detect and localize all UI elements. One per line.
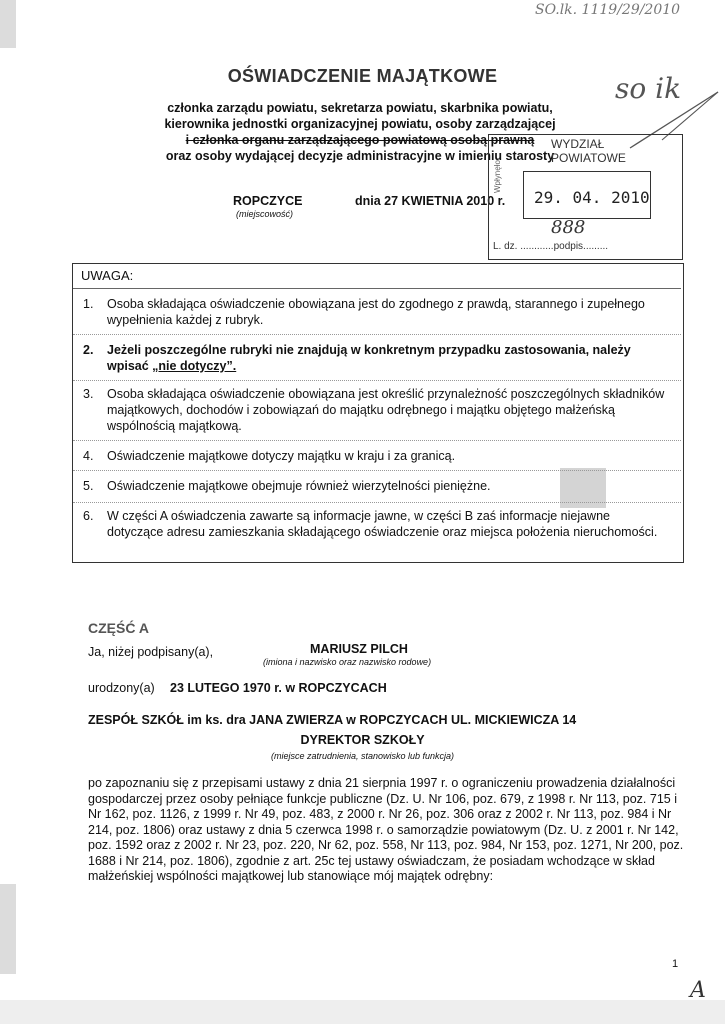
instruction-item-4: 4. Oświadczenie majątkowe dotyczy majątku w kraju i za granicą. [83,449,456,463]
handwritten-reference: SO.lk. 1119/29/2010 [535,2,681,18]
stamp-date-box [523,171,651,219]
nie-dotyczy-emphasis: „nie dotyczy”. [152,359,237,373]
stamp-ldz-line: L. dz. ............podpis......... [493,241,609,252]
handwritten-initials: so ik [615,72,682,105]
intro-text: Ja, niżej podpisany(a), [88,645,214,659]
page-number: 1 [672,958,679,970]
instruction-item-6: 6. W części A oświadczenia zawarte są informacje jawne, w części B zaś informacje niejawne dotyczące adresu zamieszkania składającego oświadczenie oraz miejsca położenia nieruchomości. [83,509,658,539]
name-caption: (imiona i nazwisko oraz nazwisko rodowe) [263,657,432,667]
declarant-name: MARIUSZ PILCH [310,642,408,656]
stamp-subheader: Wpłynęło [493,160,502,193]
part-a-heading: CZĘŚĆ A [88,620,149,636]
handwritten-signature-mark: A [690,978,706,1003]
workplace-line-1: ZESPÓŁ SZKÓŁ im ks. dra JANA ZWIERZA w ROPCZYCACH UL. MICKIEWICZA 14 [88,713,577,727]
instruction-item-3: 3. Osoba składająca oświadczenie obowiązana jest określić przynależność poszczególnych składników majątkowych, dochodów i zobowiązań do majątku odrębnego i majątku objętego małżeńską wspólnością majątkową. [83,387,665,433]
workplace-caption: (miejsce zatrudnienia, stanowisko lub funkcja) [270,751,455,761]
stamp-date: 29. 04. 2010 [534,188,650,207]
stamp-number: 888 [551,217,586,238]
born-label: urodzony(a) [88,681,155,695]
bottom-gray-strip [0,1000,725,1024]
subtitle-line-3: i członka organu zarządzającego powiatową osobą prawną [185,133,535,147]
legal-paragraph: po zapoznaniu się z przepisami ustawy z dnia 21 sierpnia 1997 r. o ograniczeniu prowadzenia działalności gospodarczej przez osoby pełniące funkcje publiczne (Dz. U. Nr 106, poz. 679, z 1998 r. Nr 113, poz. 715 i Nr 162, poz. 1126, z 1999 r. Nr 49, poz. 483, z 2000 r. Nr 26, poz. 306 oraz z 2002 r. Nr 113, poz. 984 i Nr 214, poz. 1806) oraz ustawy z dnia 5 czerwca 1998 r. o samorządzie powiatowym (Dz. U. z 2001 r. Nr 142, poz. 1592 oraz z 2002 r. Nr 23, poz. 220, Nr 62, poz. 558, Nr 113, poz. 984, Nr 153, poz. 1271, Nr 200, poz. 1688 i Nr 214, poz. 1806), zgodnie z art. 25c tej ustawy oświadczam, że posiadam wchodzące w skład małżeńskiej wspólności majątkowej lub stanowiące mój majątek odrębny: [88,776,684,883]
place-value: ROPCZYCE [233,194,303,208]
place-caption: (miejscowość) [236,209,294,219]
scan-margin-top [0,0,16,48]
separator [73,380,681,381]
separator [73,288,681,289]
registration-stamp [488,134,683,260]
separator [73,502,681,503]
date-value: dnia 27 KWIETNIA 2010 r. [355,194,506,208]
stamp-header: WYDZIAŁ POWIATOWE [551,137,626,165]
instruction-item-5: 5. Oświadczenie majątkowe obejmuje również wierzytelności pieniężne. [83,479,491,493]
workplace-line-2: DYREKTOR SZKOŁY [300,733,425,747]
instructions-title: UWAGA: [81,268,134,283]
separator [73,440,681,441]
page-title: OŚWIADCZENIE MAJĄTKOWE [227,66,498,86]
born-value: 23 LUTEGO 1970 r. w ROPCZYCACH [170,681,387,695]
instruction-item-2: 2. Jeżeli poszczególne rubryki nie znajdują w konkretnym przypadku zastosowania, należy wpisać „nie dotyczy”. [83,343,631,373]
instruction-item-1: 1. Osoba składająca oświadczenie obowiązana jest do zgodnego z prawdą, starannego i zupełnego wypełnienia każdej z rubryk. [83,297,645,327]
separator [73,334,681,335]
scan-margin-bottom [0,884,16,974]
separator [73,470,681,471]
subtitle-line-2: kierownika jednostki organizacyjnej powiatu, osoby zarządzającej [164,117,556,131]
subtitle-line-4: oraz osoby wydającej decyzje administracyjne w imieniu starosty [165,149,555,163]
subtitle-line-1: członka zarządu powiatu, sekretarza powiatu, skarbnika powiatu, [167,101,553,115]
instructions-box [72,263,684,563]
